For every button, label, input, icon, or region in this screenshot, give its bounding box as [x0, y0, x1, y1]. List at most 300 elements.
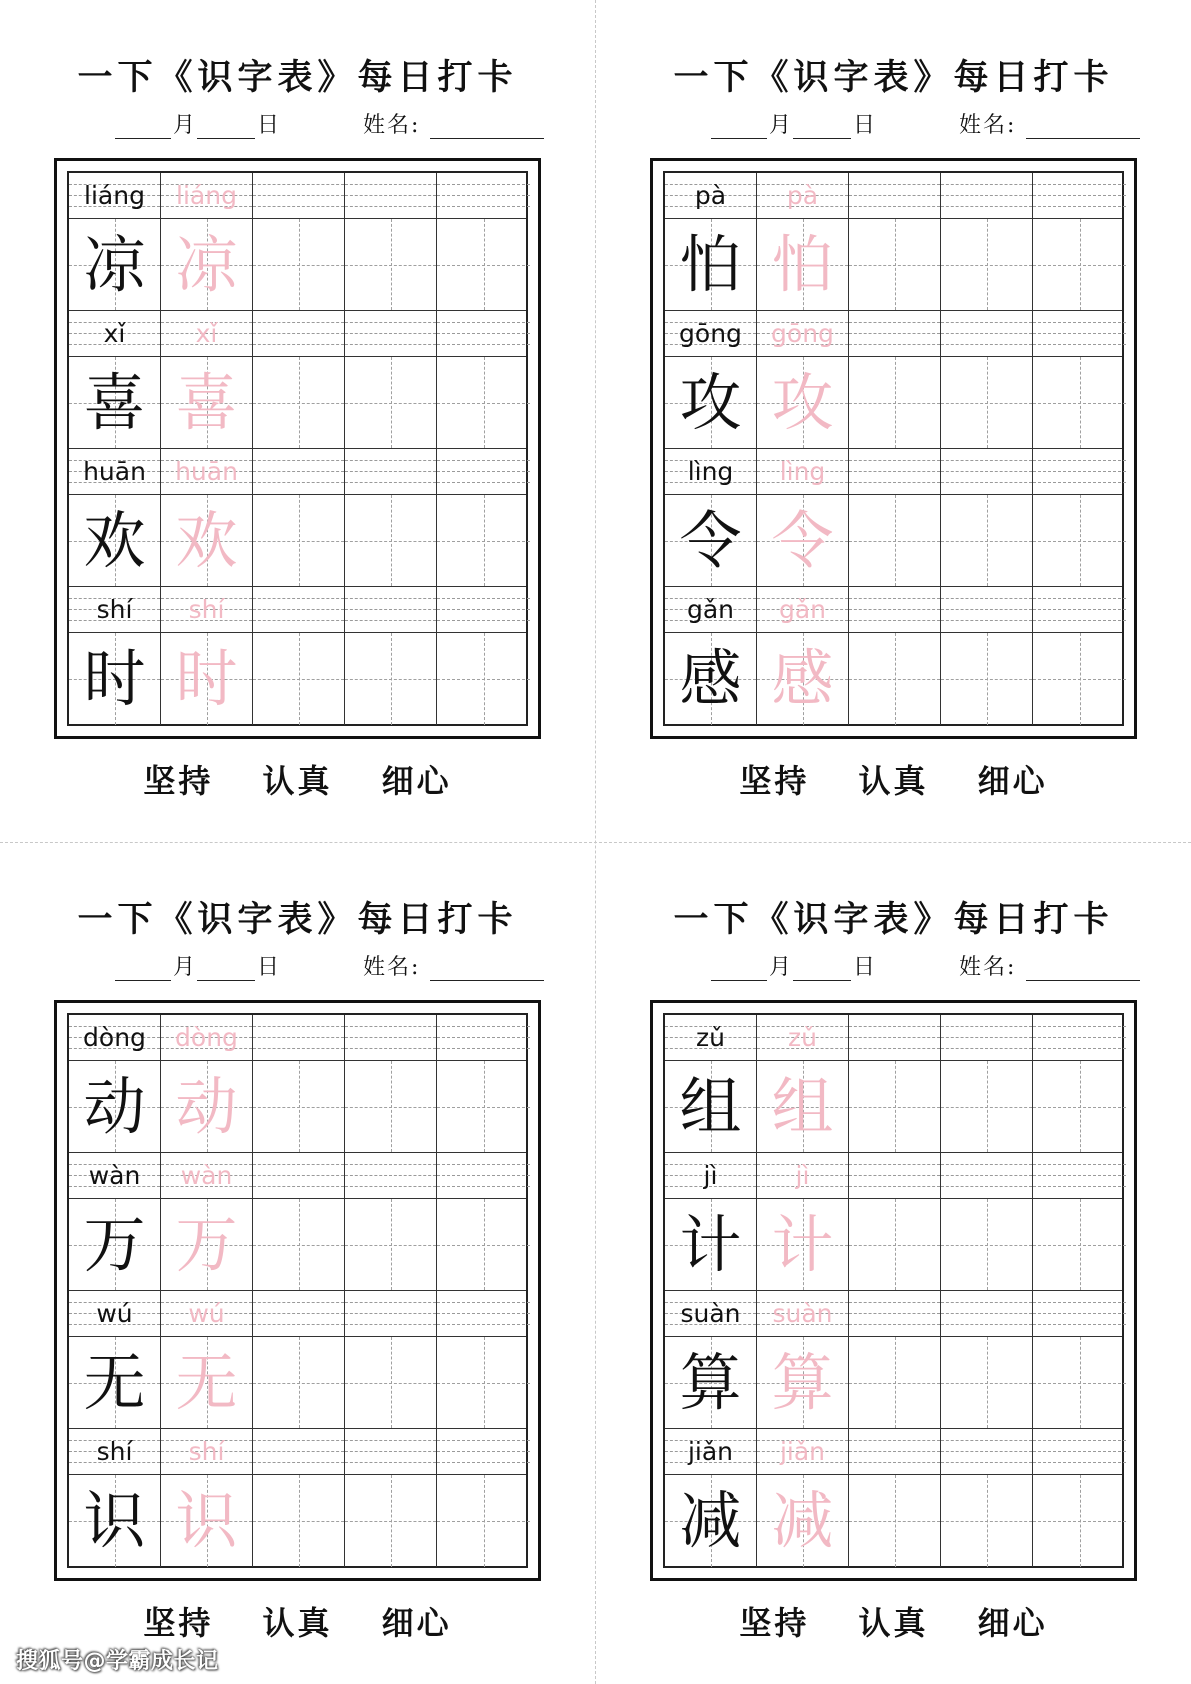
pinyin-write-cell[interactable] [941, 449, 1033, 494]
pinyin-guide-line [1033, 1186, 1126, 1187]
pinyin-write-cell[interactable] [941, 311, 1033, 356]
character-model: 动 [83, 1069, 146, 1143]
character-trace: 怕 [771, 227, 834, 301]
pinyin-guide-line [849, 598, 940, 599]
character-model-cell [69, 1061, 161, 1152]
watermark: 搜狐号@学霸成长记 [16, 1649, 219, 1674]
pinyin-write-cell[interactable] [849, 1429, 941, 1474]
pinyin-guide-line [941, 1302, 1032, 1303]
pinyin-row [665, 1153, 1122, 1199]
pinyin-trace-cell[interactable] [161, 173, 253, 218]
pinyin-trace-cell[interactable] [757, 1429, 849, 1474]
footer-word-careful: 细心 [977, 1604, 1048, 1642]
pinyin-write-cell[interactable] [849, 311, 941, 356]
character-write-cell[interactable] [849, 633, 941, 725]
character-trace-cell[interactable] [161, 1475, 253, 1567]
character-trace-cell[interactable] [757, 1337, 849, 1428]
character-trace-cell[interactable] [161, 633, 253, 725]
character-write-cell[interactable] [1033, 1475, 1126, 1567]
pinyin-guide-line [849, 1324, 940, 1325]
pinyin-guide-line [345, 482, 436, 483]
character-row [69, 633, 526, 725]
pinyin-guide-line [1033, 1313, 1126, 1314]
pinyin-write-cell[interactable] [849, 587, 941, 632]
pinyin-guide-line [437, 482, 530, 483]
pinyin-trace-cell[interactable] [161, 1429, 253, 1474]
footer-word-persist: 坚持 [143, 762, 214, 800]
pinyin-write-cell[interactable] [437, 1015, 530, 1060]
pinyin-write-cell[interactable] [437, 1153, 530, 1198]
pinyin-guide-line [253, 460, 344, 461]
pinyin-model-cell [665, 1015, 757, 1060]
character-write-cell[interactable] [345, 1199, 437, 1290]
character-write-cell[interactable] [1033, 1199, 1126, 1290]
character-write-cell[interactable] [1033, 357, 1126, 448]
tian-grid-vertical-guide [391, 633, 392, 725]
character-write-cell[interactable] [941, 1199, 1033, 1290]
character-write-cell[interactable] [941, 633, 1033, 725]
month-label: 月 [173, 113, 196, 138]
character-trace: 识 [175, 1484, 238, 1557]
character-trace-cell[interactable] [757, 357, 849, 448]
character-write-cell[interactable] [437, 1061, 530, 1152]
tian-grid-vertical-guide [1080, 357, 1081, 448]
name-label: 姓名: [959, 113, 1017, 138]
character-model-cell [69, 219, 161, 310]
pinyin-write-cell[interactable] [345, 1153, 437, 1198]
pinyin-guide-line [849, 1186, 940, 1187]
name-blank[interactable] [1026, 113, 1140, 139]
character-write-cell[interactable] [345, 1337, 437, 1428]
pinyin-guide-line [437, 1462, 530, 1463]
pinyin-guide-line [253, 1164, 344, 1165]
pinyin-trace-cell[interactable] [757, 1015, 849, 1060]
pinyin-guide-line [345, 1313, 436, 1314]
tian-grid-vertical-guide [484, 1199, 485, 1290]
pinyin-row [69, 1291, 526, 1337]
character-row [665, 1337, 1122, 1429]
character-write-cell[interactable] [1033, 219, 1126, 310]
pinyin-guide-line [253, 322, 344, 323]
pinyin-trace-cell[interactable] [757, 587, 849, 632]
character-write-cell[interactable] [941, 357, 1033, 448]
character-write-cell[interactable] [345, 1061, 437, 1152]
character-model-cell [665, 1337, 757, 1428]
character-write-cell[interactable] [437, 1475, 530, 1567]
pinyin-guide-line [849, 1302, 940, 1303]
pinyin-trace: pà [786, 181, 819, 210]
pinyin-write-cell[interactable] [849, 1015, 941, 1060]
writing-grid-frame [54, 1000, 541, 1581]
character-trace: 感 [771, 642, 834, 715]
card-title: 一下《识字表》每日打卡 [77, 57, 518, 98]
pinyin-write-cell[interactable] [345, 1429, 437, 1474]
pinyin-model: gōng [679, 319, 742, 348]
pinyin-guide-line [941, 322, 1032, 323]
pinyin-write-cell[interactable] [941, 1429, 1033, 1474]
pinyin-write-cell[interactable] [253, 449, 345, 494]
pinyin-trace: zǔ [788, 1023, 817, 1052]
tian-grid-vertical-guide [895, 219, 896, 310]
pinyin-guide-line [1033, 1440, 1126, 1441]
character-model: 万 [83, 1207, 146, 1281]
pinyin-guide-line [253, 1026, 344, 1027]
pinyin-write-cell[interactable] [253, 1429, 345, 1474]
character-write-cell[interactable] [345, 495, 437, 586]
character-trace: 减 [771, 1484, 834, 1557]
pinyin-write-cell[interactable] [345, 449, 437, 494]
pinyin-guide-line [253, 1175, 344, 1176]
character-write-cell[interactable] [437, 219, 530, 310]
pinyin-model-cell [665, 1291, 757, 1336]
pinyin-write-cell[interactable] [1033, 311, 1126, 356]
date-name-line [711, 950, 1140, 981]
pinyin-guide-line [345, 1440, 436, 1441]
month-blank[interactable] [711, 113, 767, 139]
character-write-cell[interactable] [345, 633, 437, 725]
pinyin-model: lìng [687, 457, 734, 486]
pinyin-write-cell[interactable] [253, 173, 345, 218]
day-blank[interactable] [793, 113, 851, 139]
pinyin-write-cell[interactable] [345, 587, 437, 632]
pinyin-write-cell[interactable] [1033, 1291, 1126, 1336]
pinyin-write-cell[interactable] [1033, 1015, 1126, 1060]
character-model-cell [665, 1199, 757, 1290]
character-write-cell[interactable] [849, 1337, 941, 1428]
pinyin-guide-line [253, 206, 344, 207]
pinyin-row [69, 449, 526, 495]
pinyin-guide-line [437, 344, 530, 345]
character-write-cell[interactable] [345, 219, 437, 310]
character-write-cell[interactable] [253, 219, 345, 310]
pinyin-write-cell[interactable] [1033, 587, 1126, 632]
character-write-cell[interactable] [849, 219, 941, 310]
character-write-cell[interactable] [941, 1061, 1033, 1152]
card-title: 一下《识字表》每日打卡 [673, 57, 1114, 98]
character-trace-cell[interactable] [161, 1061, 253, 1152]
pinyin-guide-line [849, 184, 940, 185]
pinyin-guide-line [437, 1451, 530, 1452]
tian-grid-vertical-guide [299, 495, 300, 586]
pinyin-model: dòng [83, 1023, 146, 1052]
month-blank[interactable] [711, 955, 767, 981]
character-row [665, 495, 1122, 587]
character-trace: 令 [771, 503, 834, 577]
name-label: 姓名: [363, 955, 421, 980]
pinyin-guide-line [345, 1175, 436, 1176]
pinyin-write-cell[interactable] [437, 1429, 530, 1474]
pinyin-guide-line [345, 609, 436, 610]
tian-grid-vertical-guide [1080, 495, 1081, 586]
pinyin-model-cell [69, 1429, 161, 1474]
pinyin-model: wàn [88, 1161, 141, 1190]
pinyin-guide-line [253, 471, 344, 472]
character-write-cell[interactable] [941, 1475, 1033, 1567]
pinyin-guide-line [941, 1186, 1032, 1187]
character-model: 凉 [83, 227, 146, 301]
character-trace-cell[interactable] [161, 357, 253, 448]
pinyin-guide-line [253, 1313, 344, 1314]
pinyin-guide-line [437, 1324, 530, 1325]
pinyin-write-cell[interactable] [345, 173, 437, 218]
pinyin-guide-line [345, 1048, 436, 1049]
pinyin-write-cell[interactable] [849, 1153, 941, 1198]
pinyin-write-cell[interactable] [941, 1291, 1033, 1336]
character-write-cell[interactable] [253, 1337, 345, 1428]
character-model: 算 [679, 1345, 742, 1419]
character-write-cell[interactable] [1033, 633, 1126, 725]
pinyin-write-cell[interactable] [941, 173, 1033, 218]
pinyin-trace: huān [175, 457, 238, 486]
writing-grid [663, 171, 1124, 726]
pinyin-guide-line [1033, 1175, 1126, 1176]
writing-grid [663, 1013, 1124, 1568]
character-model-cell [665, 1475, 757, 1567]
pinyin-trace: lìng [779, 457, 826, 486]
pinyin-write-cell[interactable] [1033, 173, 1126, 218]
character-trace-cell[interactable] [161, 1199, 253, 1290]
pinyin-guide-line [941, 609, 1032, 610]
pinyin-guide-line [1033, 471, 1126, 472]
character-row [69, 495, 526, 587]
pinyin-trace-cell[interactable] [757, 311, 849, 356]
tian-grid-vertical-guide [391, 357, 392, 448]
pinyin-guide-line [345, 598, 436, 599]
name-blank[interactable] [430, 113, 544, 139]
pinyin-guide-line [345, 344, 436, 345]
character-trace-cell[interactable] [757, 1061, 849, 1152]
month-label: 月 [769, 113, 792, 138]
pinyin-guide-line [941, 1451, 1032, 1452]
pinyin-write-cell[interactable] [253, 1015, 345, 1060]
pinyin-trace: shí [188, 1437, 225, 1466]
character-write-cell[interactable] [253, 1199, 345, 1290]
pinyin-write-cell[interactable] [437, 173, 530, 218]
pinyin-row [69, 1153, 526, 1199]
character-row [665, 1475, 1122, 1567]
pinyin-guide-line [253, 620, 344, 621]
character-trace-cell[interactable] [757, 495, 849, 586]
pinyin-write-cell[interactable] [1033, 449, 1126, 494]
character-model: 攻 [679, 365, 742, 439]
character-write-cell[interactable] [253, 495, 345, 586]
character-write-cell[interactable] [253, 1061, 345, 1152]
tian-grid-vertical-guide [1080, 219, 1081, 310]
character-write-cell[interactable] [253, 1475, 345, 1567]
character-model: 无 [83, 1345, 146, 1419]
pinyin-guide-line [849, 1164, 940, 1165]
pinyin-trace-cell[interactable] [757, 1291, 849, 1336]
pinyin-write-cell[interactable] [849, 1291, 941, 1336]
day-blank[interactable] [197, 955, 255, 981]
tian-grid-vertical-guide [895, 1199, 896, 1290]
pinyin-guide-line [253, 1186, 344, 1187]
pinyin-trace-cell[interactable] [161, 1153, 253, 1198]
character-write-cell[interactable] [941, 495, 1033, 586]
pinyin-trace: wàn [180, 1161, 233, 1190]
pinyin-write-cell[interactable] [437, 1291, 530, 1336]
character-write-cell[interactable] [437, 357, 530, 448]
pinyin-row [665, 587, 1122, 633]
character-write-cell[interactable] [437, 633, 530, 725]
pinyin-write-cell[interactable] [345, 311, 437, 356]
pinyin-trace-cell[interactable] [757, 449, 849, 494]
tian-grid-vertical-guide [484, 219, 485, 310]
pinyin-model-cell [665, 587, 757, 632]
pinyin-write-cell[interactable] [253, 1291, 345, 1336]
character-write-cell[interactable] [849, 357, 941, 448]
pinyin-trace-cell[interactable] [161, 449, 253, 494]
pinyin-guide-line [253, 1037, 344, 1038]
pinyin-trace-cell[interactable] [757, 1153, 849, 1198]
character-model: 怕 [679, 227, 742, 301]
day-blank[interactable] [197, 113, 255, 139]
character-write-cell[interactable] [849, 1061, 941, 1152]
pinyin-guide-line [1033, 460, 1126, 461]
pinyin-guide-line [253, 482, 344, 483]
character-trace: 无 [175, 1345, 238, 1419]
character-trace-cell[interactable] [757, 633, 849, 725]
character-trace-cell[interactable] [757, 219, 849, 310]
pinyin-guide-line [437, 1175, 530, 1176]
character-write-cell[interactable] [437, 495, 530, 586]
character-write-cell[interactable] [345, 357, 437, 448]
pinyin-write-cell[interactable] [437, 587, 530, 632]
pinyin-guide-line [253, 1451, 344, 1452]
pinyin-guide-line [849, 482, 940, 483]
character-trace-cell[interactable] [757, 1475, 849, 1567]
character-write-cell[interactable] [941, 1337, 1033, 1428]
character-write-cell[interactable] [253, 357, 345, 448]
character-write-cell[interactable] [437, 1337, 530, 1428]
character-row [69, 1475, 526, 1567]
pinyin-guide-line [849, 620, 940, 621]
pinyin-guide-line [941, 471, 1032, 472]
tian-grid-vertical-guide [1080, 1475, 1081, 1567]
pinyin-guide-line [941, 195, 1032, 196]
pinyin-guide-line [1033, 1462, 1126, 1463]
pinyin-guide-line [437, 1440, 530, 1441]
character-write-cell[interactable] [849, 1475, 941, 1567]
character-row [69, 1199, 526, 1291]
pinyin-write-cell[interactable] [941, 1015, 1033, 1060]
tian-grid-vertical-guide [299, 633, 300, 725]
pinyin-write-cell[interactable] [437, 449, 530, 494]
pinyin-trace-cell[interactable] [161, 1291, 253, 1336]
character-write-cell[interactable] [849, 495, 941, 586]
pinyin-write-cell[interactable] [437, 311, 530, 356]
pinyin-write-cell[interactable] [345, 1291, 437, 1336]
card-footer [0, 1598, 595, 1644]
pinyin-write-cell[interactable] [253, 587, 345, 632]
character-write-cell[interactable] [941, 219, 1033, 310]
character-write-cell[interactable] [1033, 1337, 1126, 1428]
pinyin-model: wú [96, 1299, 133, 1328]
character-write-cell[interactable] [1033, 495, 1126, 586]
month-blank[interactable] [115, 113, 171, 139]
footer-word-careful: 细心 [381, 1604, 452, 1642]
pinyin-model-cell [665, 1429, 757, 1474]
character-trace-cell[interactable] [161, 495, 253, 586]
character-write-cell[interactable] [437, 1199, 530, 1290]
pinyin-write-cell[interactable] [849, 449, 941, 494]
pinyin-guide-line [345, 620, 436, 621]
pinyin-trace-cell[interactable] [757, 173, 849, 218]
character-write-cell[interactable] [849, 1199, 941, 1290]
pinyin-model-cell [69, 587, 161, 632]
character-trace-cell[interactable] [161, 219, 253, 310]
footer-word-careful: 细心 [381, 762, 452, 800]
character-trace: 凉 [175, 227, 238, 301]
pinyin-row [69, 1429, 526, 1475]
pinyin-trace-cell[interactable] [161, 1015, 253, 1060]
month-blank[interactable] [115, 955, 171, 981]
pinyin-model: gǎn [686, 595, 735, 624]
pinyin-guide-line [849, 1440, 940, 1441]
pinyin-write-cell[interactable] [253, 311, 345, 356]
character-model-cell [665, 219, 757, 310]
tian-grid-vertical-guide [484, 633, 485, 725]
character-trace-cell[interactable] [161, 1337, 253, 1428]
pinyin-guide-line [437, 1026, 530, 1027]
tian-grid-vertical-guide [299, 357, 300, 448]
pinyin-row [665, 1291, 1122, 1337]
pinyin-write-cell[interactable] [1033, 1429, 1126, 1474]
pinyin-guide-line [253, 1302, 344, 1303]
pinyin-write-cell[interactable] [941, 1153, 1033, 1198]
character-write-cell[interactable] [1033, 1061, 1126, 1152]
pinyin-trace-cell[interactable] [161, 587, 253, 632]
character-model: 识 [83, 1484, 146, 1557]
name-blank[interactable] [1026, 955, 1140, 981]
pinyin-guide-line [941, 184, 1032, 185]
day-label: 日 [853, 955, 876, 980]
pinyin-trace-cell[interactable] [161, 311, 253, 356]
pinyin-write-cell[interactable] [345, 1015, 437, 1060]
pinyin-guide-line [849, 1462, 940, 1463]
name-blank[interactable] [430, 955, 544, 981]
pinyin-row [69, 1015, 526, 1061]
tian-grid-vertical-guide [484, 495, 485, 586]
practice-card-4 [596, 842, 1191, 1684]
character-trace-cell[interactable] [757, 1199, 849, 1290]
pinyin-guide-line [1033, 206, 1126, 207]
pinyin-model: zǔ [696, 1023, 725, 1052]
pinyin-guide-line [1033, 609, 1126, 610]
tian-grid-vertical-guide [987, 1061, 988, 1152]
character-write-cell[interactable] [345, 1475, 437, 1567]
day-blank[interactable] [793, 955, 851, 981]
pinyin-write-cell[interactable] [849, 173, 941, 218]
pinyin-write-cell[interactable] [941, 587, 1033, 632]
pinyin-guide-line [345, 322, 436, 323]
character-write-cell[interactable] [253, 633, 345, 725]
pinyin-guide-line [849, 1313, 940, 1314]
pinyin-model: xǐ [103, 319, 126, 348]
pinyin-model: liáng [84, 181, 145, 210]
pinyin-row [69, 587, 526, 633]
pinyin-guide-line [1033, 1048, 1126, 1049]
character-model-cell [69, 633, 161, 725]
pinyin-trace: dòng [175, 1023, 238, 1052]
pinyin-write-cell[interactable] [253, 1153, 345, 1198]
pinyin-guide-line [849, 471, 940, 472]
character-model: 减 [679, 1484, 742, 1557]
pinyin-write-cell[interactable] [1033, 1153, 1126, 1198]
footer-word-serious: 认真 [858, 762, 929, 800]
pinyin-model: pà [694, 181, 727, 210]
character-model-cell [665, 1061, 757, 1152]
